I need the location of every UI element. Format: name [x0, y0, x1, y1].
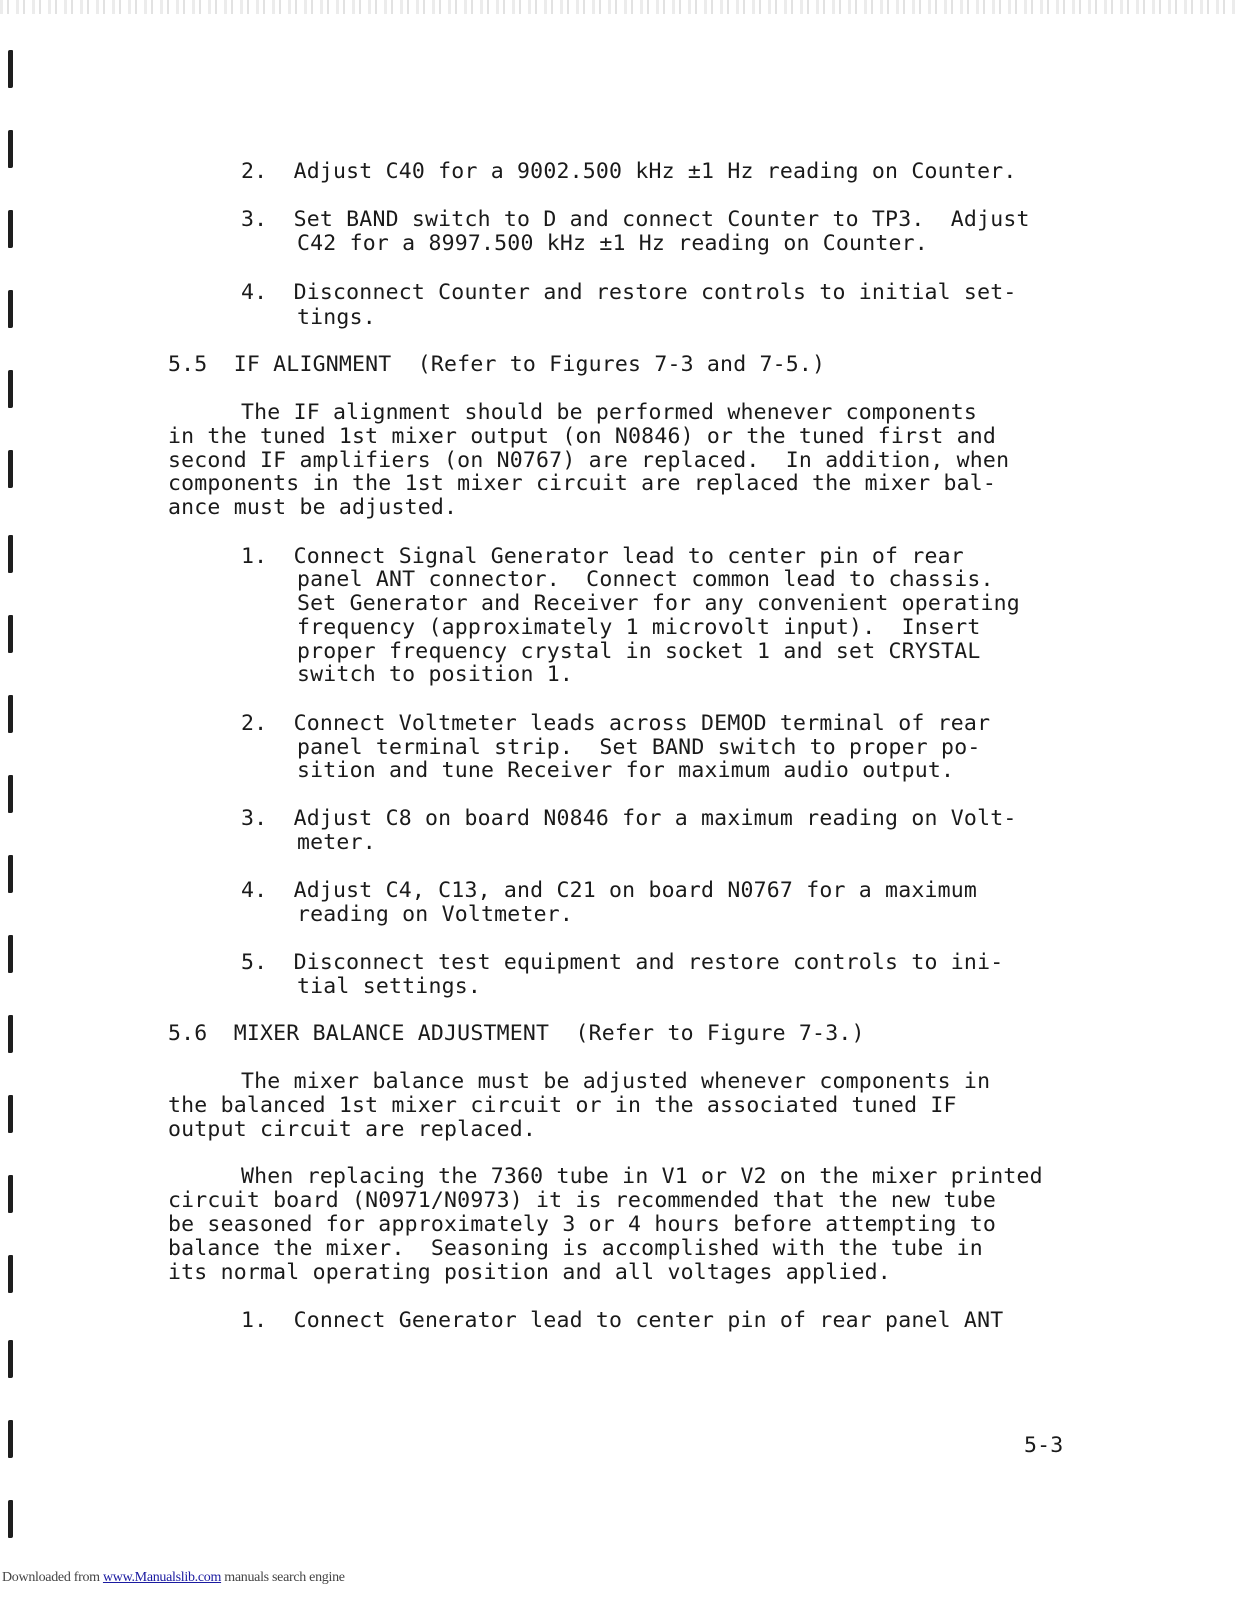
- list-item-line: sition and tune Receiver for maximum audio output.: [297, 758, 955, 783]
- paragraph-line: When replacing the 7360 tube in V1 or V2 on the mixer printed: [241, 1164, 1043, 1189]
- step-3-line-2: C42 for a 8997.500 kHz ±1 Hz reading on Counter.: [297, 231, 928, 256]
- paragraph-line: ance must be adjusted.: [168, 495, 458, 520]
- paragraph-line: The IF alignment should be performed whenever components: [241, 400, 978, 425]
- list-item-line: 1. Connect Generator lead to center pin of rear panel ANT: [241, 1308, 1004, 1333]
- paragraph-line: its normal operating position and all voltages applied.: [168, 1260, 891, 1285]
- step-3-line-1: 3. Set BAND switch to D and connect Counter to TP3. Adjust: [241, 207, 1030, 232]
- list-item-line: 2. Connect Voltmeter leads across DEMOD terminal of rear: [241, 711, 991, 736]
- list-item-line: 4. Adjust C4, C13, and C21 on board N0767 for a maximum: [241, 878, 978, 903]
- step-4-line-2: tings.: [297, 305, 376, 330]
- list-item-line: meter.: [297, 830, 376, 855]
- section-heading-5-6: 5.6 MIXER BALANCE ADJUSTMENT (Refer to Figure 7-3.): [168, 1021, 865, 1046]
- manualslib-link[interactable]: www.Manualslib.com: [102, 1570, 222, 1585]
- footer-suffix: manuals search engine: [221, 1570, 345, 1585]
- paragraph-line: the balanced 1st mixer circuit or in the associated tuned IF: [168, 1093, 957, 1118]
- list-item-line: proper frequency crystal in socket 1 and set CRYSTAL: [297, 639, 981, 664]
- page-number: 5-3: [1024, 1433, 1064, 1458]
- list-item-line: panel ANT connector. Connect common lead to chassis.: [297, 567, 994, 592]
- step-2-line: 2. Adjust C40 for a 9002.500 kHz ±1 Hz reading on Counter.: [241, 159, 1017, 184]
- paragraph-line: circuit board (N0971/N0973) it is recommended that the new tube: [168, 1188, 997, 1213]
- list-item-line: panel terminal strip. Set BAND switch to proper po-: [297, 735, 981, 760]
- paragraph-line: components in the 1st mixer circuit are replaced the mixer bal-: [168, 471, 997, 496]
- list-item-line: frequency (approximately 1 microvolt input). Insert: [297, 615, 981, 640]
- paragraph-line: be seasoned for approximately 3 or 4 hours before attempting to: [168, 1212, 997, 1237]
- list-item-line: switch to position 1.: [297, 662, 574, 687]
- step-4-line-1: 4. Disconnect Counter and restore controls to initial set-: [241, 280, 1017, 305]
- paragraph-line: output circuit are replaced.: [168, 1117, 537, 1142]
- section-heading-5-5: 5.5 IF ALIGNMENT (Refer to Figures 7-3 and 7-5.): [168, 352, 826, 377]
- list-item-line: Set Generator and Receiver for any convenient operating: [297, 591, 1020, 616]
- list-item-line: tial settings.: [297, 974, 482, 999]
- list-item-line: reading on Voltmeter.: [297, 902, 574, 927]
- scan-noise-strip: [0, 0, 1237, 14]
- download-footer: [2, 1570, 345, 1586]
- paragraph-line: balance the mixer. Seasoning is accomplished with the tube in: [168, 1236, 983, 1261]
- list-item-line: 1. Connect Signal Generator lead to center pin of rear: [241, 544, 964, 569]
- list-item-line: 5. Disconnect test equipment and restore controls to ini-: [241, 950, 1004, 975]
- paragraph-line: in the tuned 1st mixer output (on N0846) or the tuned first and: [168, 424, 997, 449]
- footer-prefix: Downloaded from: [2, 1570, 103, 1585]
- paragraph-line: second IF amplifiers (on N0767) are replaced. In addition, when: [168, 448, 1010, 473]
- paragraph-line: The mixer balance must be adjusted whenever components in: [241, 1069, 991, 1094]
- list-item-line: 3. Adjust C8 on board N0846 for a maximum reading on Volt-: [241, 806, 1017, 831]
